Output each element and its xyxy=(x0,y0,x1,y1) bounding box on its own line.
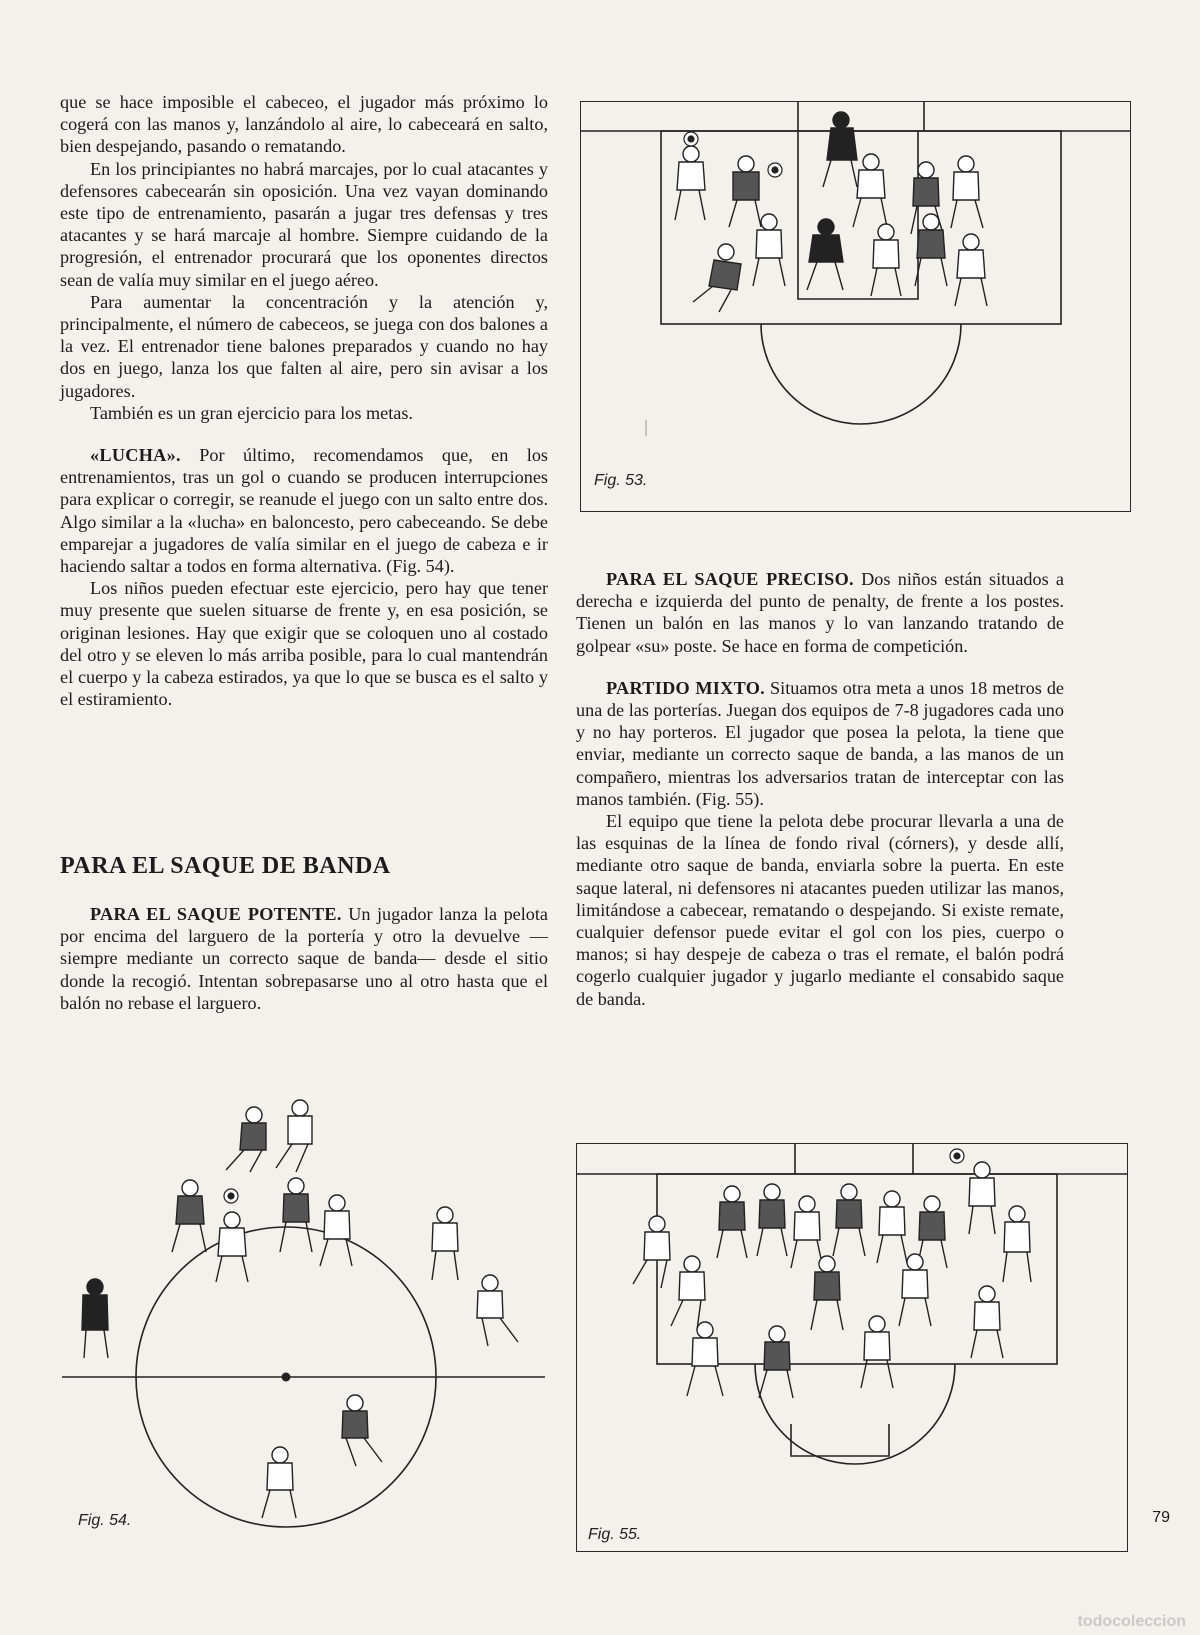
left-column xyxy=(60,91,548,710)
figure-54-caption: Fig. 54. xyxy=(78,1512,132,1529)
paragraph-corners: El equipo que tiene la pelota debe procurar llevarla a una de las esquinas de la línea de fondo rival (córners), y desde allí, mediante otro saque de banda, enviarla sobre la puerta. En este saque lateral, ni defensores ni atacantes pueden utilizar las manos, limitándose a cabecear, rematando o despejando. Si existe remate, cualquier defensor puede evitar el gol con los pies, cuerpo o manos; si hay despeje de cabeza o tras el remate, el balón podrá cogerlo cualquier jugador y jugarlo mediante el consabido saque de banda. xyxy=(576,811,1064,1009)
paragraph-heading-continuation: que se hace imposible el cabeceo, el jugador más próximo lo cogerá con las manos y, lanzándolo al aire, lo cabeceará en salto, bien despejando, pasando o rematando. xyxy=(60,92,548,157)
mixto-title: PARTIDO MIXTO. xyxy=(606,677,765,698)
paragraph-two-balls: Para aumentar la concentración y la atención y, principalmente, el número de cabeceos, se juega con dos balones a la vez. El entrenador tiene balones preparados y cuando no hay dos en juego, lanza los que falten al aire, pero sin avisar a los jugadores. xyxy=(60,291,548,401)
paragraph-goalkeepers: También es un gran ejercicio para los metas. xyxy=(90,402,413,423)
potente-section xyxy=(60,903,548,1014)
figure-53-caption: Fig. 53. xyxy=(594,472,648,489)
lucha-title: «LUCHA». xyxy=(90,445,181,466)
preciso-text: Dos niños están situados a derecha e izquierda del punto de penalty, de frente a los postes. Tienen un balón en las manos y lo van lanzando tratando de golpear «su» poste. Se hace en forma de competición. xyxy=(576,569,1065,656)
figure-55 xyxy=(576,1143,1128,1552)
figure-53 xyxy=(580,101,1131,512)
paragraph-potente xyxy=(60,903,548,1014)
paragraph-mixto xyxy=(576,677,1064,810)
potente-title: PARA EL SAQUE POTENTE. xyxy=(90,904,342,924)
mixto-text: Situamos otra meta a unos 18 metros de una de las porterías. Juegan dos equipos de 7-8 jugadores cada uno y no hay porteros. El jugador que posea la pelota, la tiene que enviar, mediante un correcto saque de banda, a las manos de un compañero, mientras los adversarios tratan de interceptar con las manos también. (Fig. 55). xyxy=(576,677,1064,809)
paragraph-children: Los niños pueden efectuar este ejercicio, pero hay que tener muy presente que suelen situarse de frente y, en esa posición, se originan lesiones. Hay que exigir que se coloquen uno al costado del otro y se eleven lo más arriba posible, para lo cual mantendrán el cuerpo y la cabeza estirados, ya que lo que se busca es el salto y el estiramiento. xyxy=(60,578,548,710)
preciso-title: PARA EL SAQUE PRECISO. xyxy=(606,569,854,589)
figure-53-diagram xyxy=(581,102,1130,511)
players-fig53 xyxy=(675,112,987,312)
potente-text: Un jugador lanza la pelota por encima del larguero de la portería y otro la devuelve —siempre mediante un correcto saque de banda— desde el sitio donde la recogió. Intentan sobrepasarse uno al otro hasta que el balón no rebase el larguero. xyxy=(60,904,549,1013)
figure-55-diagram xyxy=(577,1144,1127,1551)
page-number: 79 xyxy=(1152,1509,1170,1526)
paragraph-lucha xyxy=(60,444,548,577)
paragraph-preciso xyxy=(576,568,1064,657)
lucha-text: Por último, recomendamos que, en los entrenamientos, tras un gol o cuando se producen interrupciones para explicar o corregir, se reanude el juego con un salto entre dos. Algo similar a la «lucha» en baloncesto, pero cabeceando. Se debe emparejar a jugadores de valía similar en el juego de cabeza e ir haciendo saltar a todos en forma alternativa. (Fig. 54). xyxy=(60,445,548,577)
right-column xyxy=(576,568,1064,1010)
figure-55-caption: Fig. 55. xyxy=(588,1526,642,1543)
section-heading: PARA EL SAQUE DE BANDA xyxy=(60,853,391,879)
paragraph-beginners: En los principiantes no habrá marcajes, por lo cual atacantes y defensores cabecearán sin oposición. Una vez vayan dominando este tipo de entrenamiento, pasarán a jugar tres defensas y tres atacantes y se hará marcaje al hombre. Siempre cuidando de la progresión, el entrenador procurará que los oponentes directos sean de valía muy similar en el juego aéreo. xyxy=(60,158,548,290)
watermark: todocoleccion xyxy=(1077,1613,1186,1630)
